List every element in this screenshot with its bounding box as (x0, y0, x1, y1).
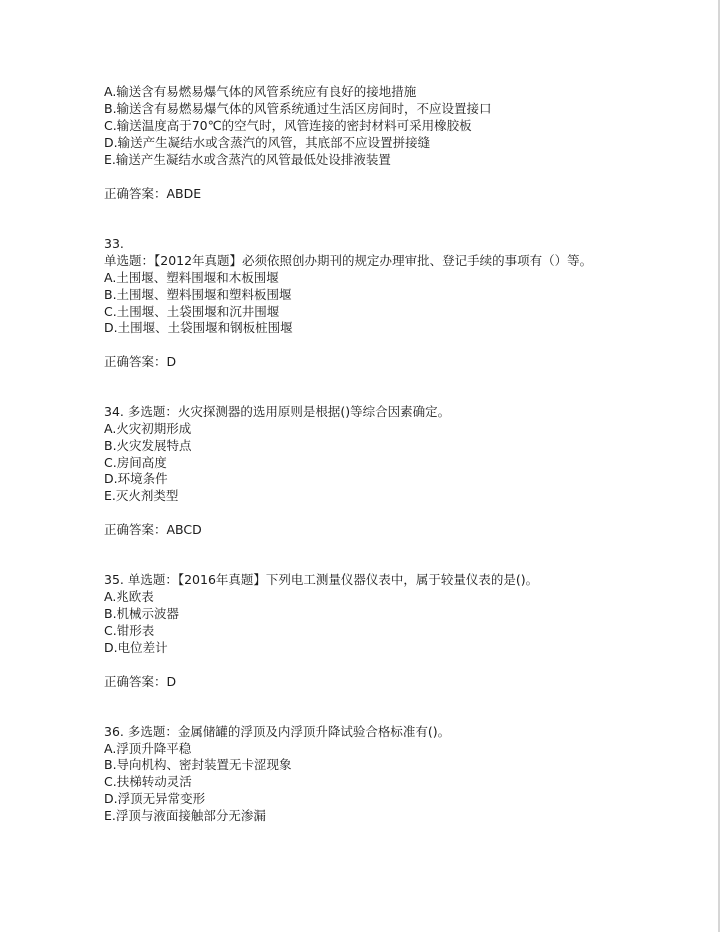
q34-answer: 正确答案：ABCD (104, 522, 202, 537)
q34-option-c: C.房间高度 (104, 455, 167, 470)
q33-option-a: A.土围堰、塑料围堰和木板围堰 (104, 270, 279, 285)
q32-answer: 正确答案：ABDE (104, 186, 202, 201)
q36-option-a: A.浮顶升降平稳 (104, 741, 192, 756)
q34-stem: 34. 多选题：火灾探测器的选用原则是根据()等综合因素确定。 (104, 404, 451, 419)
q33-number: 33. (104, 236, 124, 251)
q36-option-e: E.浮顶与液面接触部分无渗漏 (104, 808, 266, 823)
q35-option-d: D.电位差计 (104, 640, 168, 655)
q33-option-c: C.土围堰、土袋围堰和沉井围堰 (104, 304, 280, 319)
q32-option-e: E.输送产生凝结水或含蒸汽的风管最低处设排液装置 (104, 152, 391, 167)
q35-option-a: A.兆欧表 (104, 589, 154, 604)
q34-option-a: A.火灾初期形成 (104, 421, 192, 436)
q32-option-b: B.输送含有易燃易爆气体的风管系统通过生活区房间时，不应设置接口 (104, 101, 492, 116)
q33-option-d: D.土围堰、土袋围堰和钢板桩围堰 (104, 320, 293, 335)
q34-option-b: B.火灾发展特点 (104, 438, 192, 453)
q35-option-b: B.机械示波器 (104, 606, 180, 621)
q35-stem: 35. 单选题：【2016年真题】下列电工测量仪器仪表中，属于较量仪表的是()。 (104, 572, 539, 587)
q32-option-d: D.输送产生凝结水或含蒸汽的风管，其底部不应设置拼接缝 (104, 135, 431, 150)
q32-option-c: C.输送温度高于70℃的空气时，风管连接的密封材料可采用橡胶板 (104, 118, 472, 133)
q33-answer: 正确答案：D (104, 354, 177, 369)
q36-option-b: B.导向机构、密封装置无卡涩现象 (104, 757, 292, 772)
q35-answer: 正确答案：D (104, 674, 177, 689)
q35-option-c: C.钳形表 (104, 623, 155, 638)
q36-option-d: D.浮顶无异常变形 (104, 791, 206, 806)
q34-option-d: D.环境条件 (104, 471, 168, 486)
q32-option-a: A.输送含有易燃易爆气体的风管系统应有良好的接地措施 (104, 84, 417, 99)
q36-stem: 36. 多选题：金属储罐的浮顶及内浮顶升降试验合格标准有()。 (104, 724, 451, 739)
q33-stem: 单选题：【2012年真题】必须依照创办期刊的规定办理审批、登记手续的事项有（）等。 (104, 253, 593, 268)
q36-option-c: C.扶梯转动灵活 (104, 774, 192, 789)
q33-option-b: B.土围堰、塑料围堰和塑料板围堰 (104, 287, 292, 302)
q34-option-e: E.灭火剂类型 (104, 488, 179, 503)
